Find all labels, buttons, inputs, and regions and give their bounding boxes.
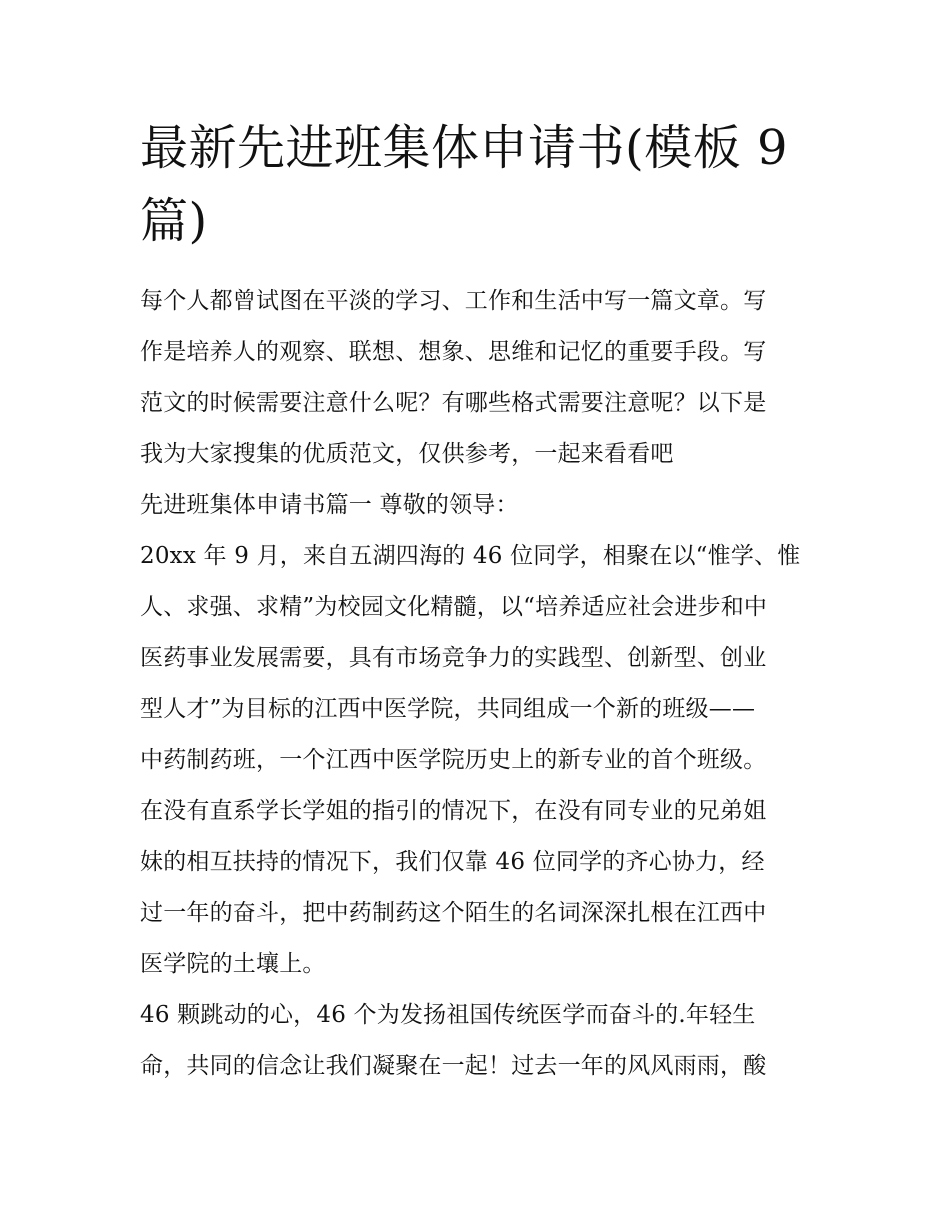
document-body <box>140 276 812 1092</box>
document-page <box>140 112 812 1092</box>
section-heading-line: 先进班集体申请书篇一 尊敬的领导： <box>140 492 519 518</box>
body-line: 过一年的奋斗，把中药制药这个陌生的名词深深扎根在江西中 <box>140 900 767 926</box>
title-line: 最新先进班集体申请书(模板 9 <box>140 120 789 176</box>
body-line: 作是培养人的观察、联想、想象、思维和记忆的重要手段。写 <box>140 339 767 365</box>
body-line: 20xx 年 9 月，来自五湖四海的 46 位同学，相聚在以“惟学、惟 <box>140 543 801 569</box>
body-line: 我为大家搜集的优质范文，仅供参考，一起来看看吧 <box>140 441 674 467</box>
body-line: 命，共同的信念让我们凝聚在一起！过去一年的风风雨雨，酸 <box>140 1053 767 1079</box>
body-line: 每个人都曾试图在平淡的学习、工作和生活中写一篇文章。写 <box>140 288 767 314</box>
body-line: 型人才”为目标的江西中医学院，共同组成一个新的班级—— <box>140 696 756 722</box>
body-line: 人、求强、求精”为校园文化精髓，以“培养适应社会进步和中 <box>140 594 768 620</box>
title-line: 篇) <box>140 193 208 249</box>
body-line: 医药事业发展需要，具有市场竞争力的实践型、创新型、创业 <box>140 645 767 671</box>
body-line: 46 颗跳动的心，46 个为发扬祖国传统医学而奋斗的.年轻生 <box>140 1002 756 1028</box>
body-line: 妹的相互扶持的情况下，我们仅靠 46 位同学的齐心协力，经 <box>140 849 765 875</box>
body-line: 医学院的土壤上。 <box>140 951 326 977</box>
body-line: 在没有直系学长学姐的指引的情况下，在没有同专业的兄弟姐 <box>140 798 767 824</box>
document-title <box>140 112 812 258</box>
body-line: 范文的时候需要注意什么呢？有哪些格式需要注意呢？以下是 <box>140 390 767 416</box>
body-line: 中药制药班，一个江西中医学院历史上的新专业的首个班级。 <box>140 747 767 773</box>
